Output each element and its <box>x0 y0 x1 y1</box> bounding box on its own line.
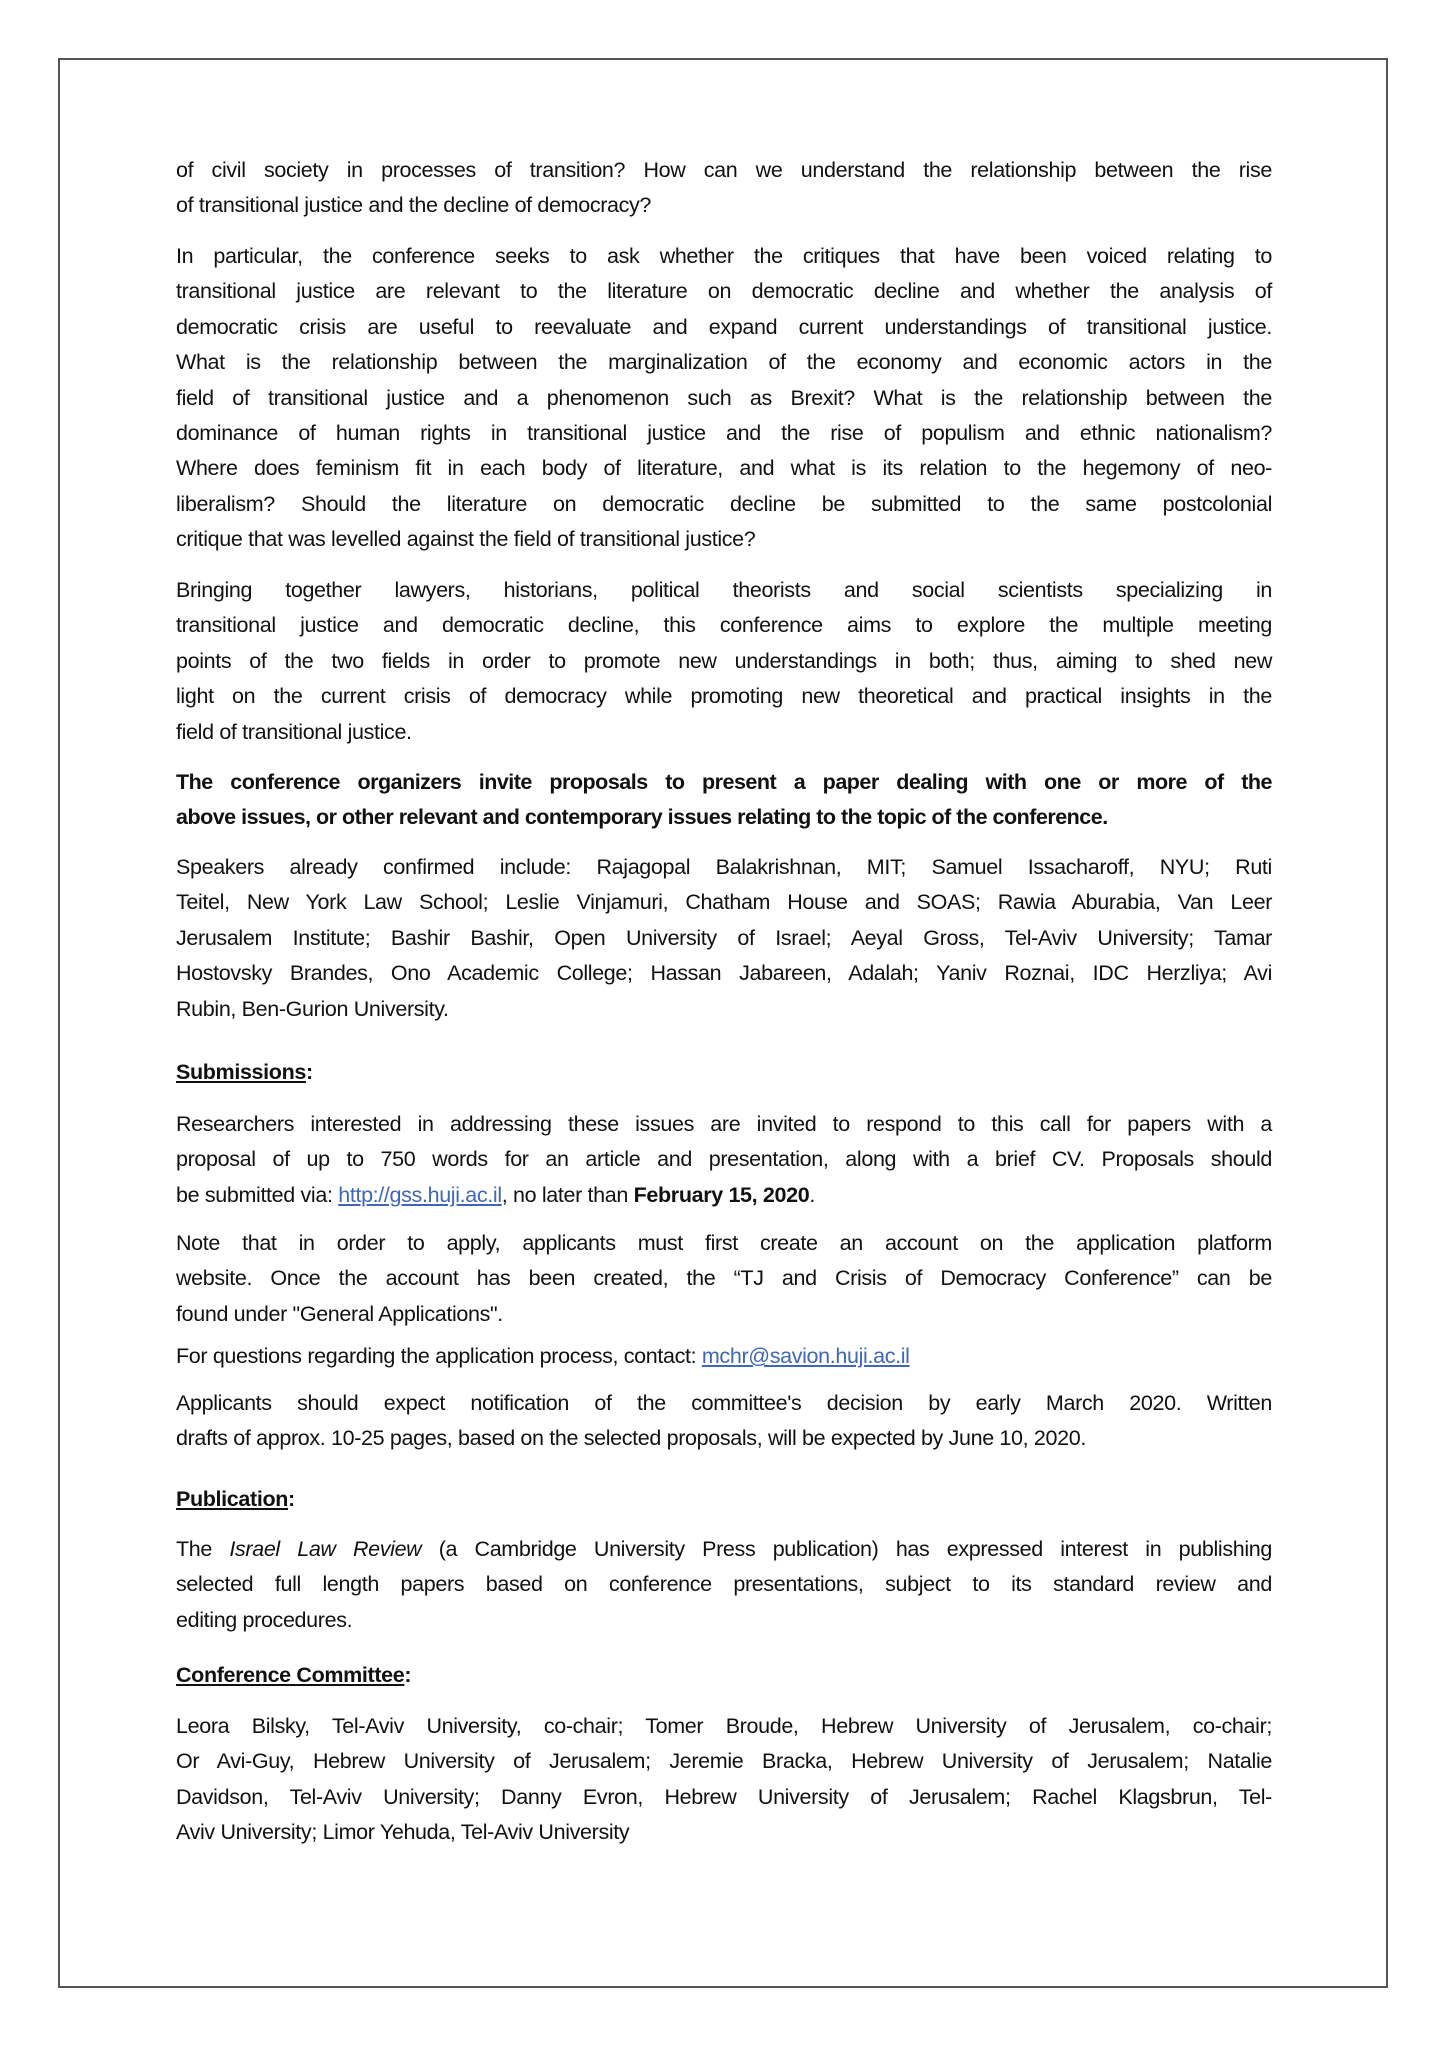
text-line <box>176 679 1272 714</box>
bold-text: : <box>404 1663 412 1687</box>
contact-email-link[interactable]: mchr@savion.huji.ac.il <box>701 1344 910 1368</box>
text-line <box>176 1261 1272 1296</box>
section-heading-submissions <box>176 1055 1272 1090</box>
text-run: field of transitional justice. <box>176 719 412 744</box>
text-line <box>176 956 1272 991</box>
text-line <box>176 1603 1272 1638</box>
text-line <box>176 239 1272 274</box>
bold-text: : <box>288 1487 295 1511</box>
text-line <box>176 765 1272 800</box>
text-run: editing procedures. <box>176 1607 353 1632</box>
text-run: Jerusalem Institute; Bashir Bashir, Open University of Israel; Aeyal Gross, Tel-Aviv University; Tamar <box>176 925 1272 950</box>
text-run: democratic crisis are useful to reevaluate and expand current understandings of transitional justice. <box>176 314 1273 339</box>
paragraph-committee-body <box>176 1709 1272 1851</box>
text-line <box>176 1297 1272 1332</box>
text-run: Where does feminism fit in each body of literature, and what is its relation to the hegemony of neo- <box>176 456 1272 481</box>
text-line <box>176 573 1272 608</box>
application-site-link[interactable]: http://gss.huji.ac.il <box>338 1182 502 1207</box>
paragraph-invitation <box>176 765 1272 836</box>
text-run: Aviv University; Limor Yehuda, Tel-Aviv University <box>176 1820 630 1845</box>
section-heading-committee <box>176 1658 1272 1693</box>
heading-text: Publication <box>176 1487 289 1511</box>
text-run: . <box>809 1182 815 1207</box>
text-run: liberalism? Should the literature on democratic decline be submitted to the same postcolonial <box>176 491 1272 516</box>
paragraph-contact <box>176 1339 1272 1374</box>
text-run: The conference organizers invite proposals to present a paper dealing with one or more of the <box>176 770 1272 794</box>
text-line <box>176 1226 1272 1261</box>
text-line <box>176 608 1272 643</box>
text-run: Rubin, Ben-Gurion University. <box>176 996 449 1021</box>
paragraph-publication-body <box>176 1532 1272 1638</box>
text-line <box>176 1421 1272 1456</box>
paragraph-submissions-body <box>176 1107 1272 1213</box>
text-run: be submitted via: <box>176 1182 339 1207</box>
text-line <box>176 1107 1272 1142</box>
paragraph-notification <box>176 1386 1272 1457</box>
text-run: found under "General Applications". <box>176 1301 503 1326</box>
paragraph-account-note <box>176 1226 1272 1332</box>
text-line <box>176 1142 1272 1177</box>
paragraph-questions <box>176 239 1272 558</box>
paragraph-intro-continuation <box>176 153 1272 224</box>
text-run: (a Cambridge University Press publication) has expressed interest in publishing <box>421 1537 1272 1561</box>
text-run: of civil society in processes of transition? How can we understand the relationship between the rise <box>176 158 1272 182</box>
text-line <box>176 992 1272 1027</box>
text-line <box>176 416 1272 451</box>
text-line <box>176 451 1272 486</box>
text-run: website. Once the account has been created, the “TJ and Crisis of Democracy Conference” can be <box>176 1266 1272 1291</box>
text-line <box>176 1780 1272 1815</box>
text-line <box>176 715 1272 750</box>
bold-text: February 15, 2020 <box>633 1182 810 1207</box>
paragraph-bringing-together <box>176 573 1272 750</box>
text-line <box>176 1178 1272 1213</box>
text-run: Applicants should expect notification of the committee's decision by early March 2020. Written <box>176 1391 1272 1415</box>
text-run: In particular, the conference seeks to ask whether the critiques that have been voiced relating to <box>176 244 1272 268</box>
text-run: transitional justice and democratic decline, this conference aims to explore the multiple meeting <box>176 613 1272 638</box>
text-line <box>176 1339 1272 1374</box>
text-line <box>176 345 1272 380</box>
text-line <box>176 1709 1272 1744</box>
text-run: transitional justice are relevant to the literature on democratic decline and whether the analysis of <box>176 279 1272 304</box>
text-run: proposal of up to 750 words for an article and presentation, along with a brief CV. Proposals should <box>176 1147 1272 1172</box>
text-line <box>176 1386 1272 1421</box>
text-run: selected full length papers based on conference presentations, subject to its standard review and <box>176 1572 1272 1597</box>
text-run: Speakers already confirmed include: Rajagopal Balakrishnan, MIT; Samuel Issacharoff, NYU; Ruti <box>176 855 1272 879</box>
text-line <box>176 1482 1272 1517</box>
text-line <box>176 153 1272 188</box>
text-line <box>176 522 1272 557</box>
text-line <box>176 800 1272 835</box>
text-line <box>176 188 1272 223</box>
text-line <box>176 921 1272 956</box>
text-line <box>176 885 1272 920</box>
text-line <box>176 1055 1272 1090</box>
text-run: field of transitional justice and a phenomenon such as Brexit? What is the relationship between the <box>176 385 1272 410</box>
text-line <box>176 644 1272 679</box>
text-run: Note that in order to apply, applicants must first create an account on the application platform <box>176 1231 1272 1255</box>
text-run: dominance of human rights in transitional justice and the rise of populism and ethnic nationalism? <box>176 420 1272 445</box>
text-line <box>176 1532 1272 1567</box>
section-heading-publication <box>176 1482 1272 1517</box>
text-run: Davidson, Tel-Aviv University; Danny Evron, Hebrew University of Jerusalem; Rachel Klagsbrun, Tel- <box>176 1784 1272 1809</box>
text-line <box>176 1658 1272 1693</box>
text-run: light on the current crisis of democracy while promoting new theoretical and practical insights in the <box>176 684 1272 709</box>
text-run: Teitel, New York Law School; Leslie Vinjamuri, Chatham House and SOAS; Rawia Aburabia, Van Leer <box>176 890 1273 915</box>
text-line <box>176 850 1272 885</box>
text-run: What is the relationship between the marginalization of the economy and economic actors in the <box>176 350 1272 375</box>
text-run: , no later than <box>501 1182 634 1207</box>
text-line <box>176 310 1272 345</box>
text-run: Hostovsky Brandes, Ono Academic College; Hassan Jabareen, Adalah; Yaniv Roznai, IDC Herzliya; Avi <box>176 961 1272 986</box>
text-line <box>176 1567 1272 1602</box>
text-run: Bringing together lawyers, historians, political theorists and social scientists specializing in <box>176 578 1272 602</box>
text-run: Or Avi-Guy, Hebrew University of Jerusalem; Jeremie Bracka, Hebrew University of Jerusalem; Natalie <box>176 1749 1272 1774</box>
text-line <box>176 1815 1272 1850</box>
text-line <box>176 487 1272 522</box>
text-line <box>176 381 1272 416</box>
text-run: drafts of approx. 10-25 pages, based on the selected proposals, will be expected by June 10, 2020. <box>176 1426 1086 1451</box>
heading-text: Submissions <box>176 1060 306 1084</box>
text-run: critique that was levelled against the field of transitional justice? <box>176 527 756 552</box>
text-run: points of the two fields in order to promote new understandings in both; thus, aiming to shed new <box>176 648 1272 673</box>
text-run: of transitional justice and the decline of democracy? <box>176 193 652 218</box>
text-run: The <box>176 1537 230 1561</box>
text-line <box>176 1744 1272 1779</box>
text-run: Researchers interested in addressing these issues are invited to respond to this call for papers with a <box>176 1112 1272 1136</box>
text-run: For questions regarding the application process, contact: <box>176 1344 702 1368</box>
bold-text: : <box>305 1060 313 1084</box>
text-run: above issues, or other relevant and contemporary issues relating to the topic of the conference. <box>176 805 1108 830</box>
text-run: Leora Bilsky, Tel-Aviv University, co-chair; Tomer Broude, Hebrew University of Jerusalem, co-chair; <box>176 1714 1272 1738</box>
paragraph-speakers <box>176 850 1272 1027</box>
text-line <box>176 274 1272 309</box>
heading-text: Conference Committee <box>176 1663 405 1687</box>
journal-title: Israel Law Review <box>229 1537 422 1561</box>
